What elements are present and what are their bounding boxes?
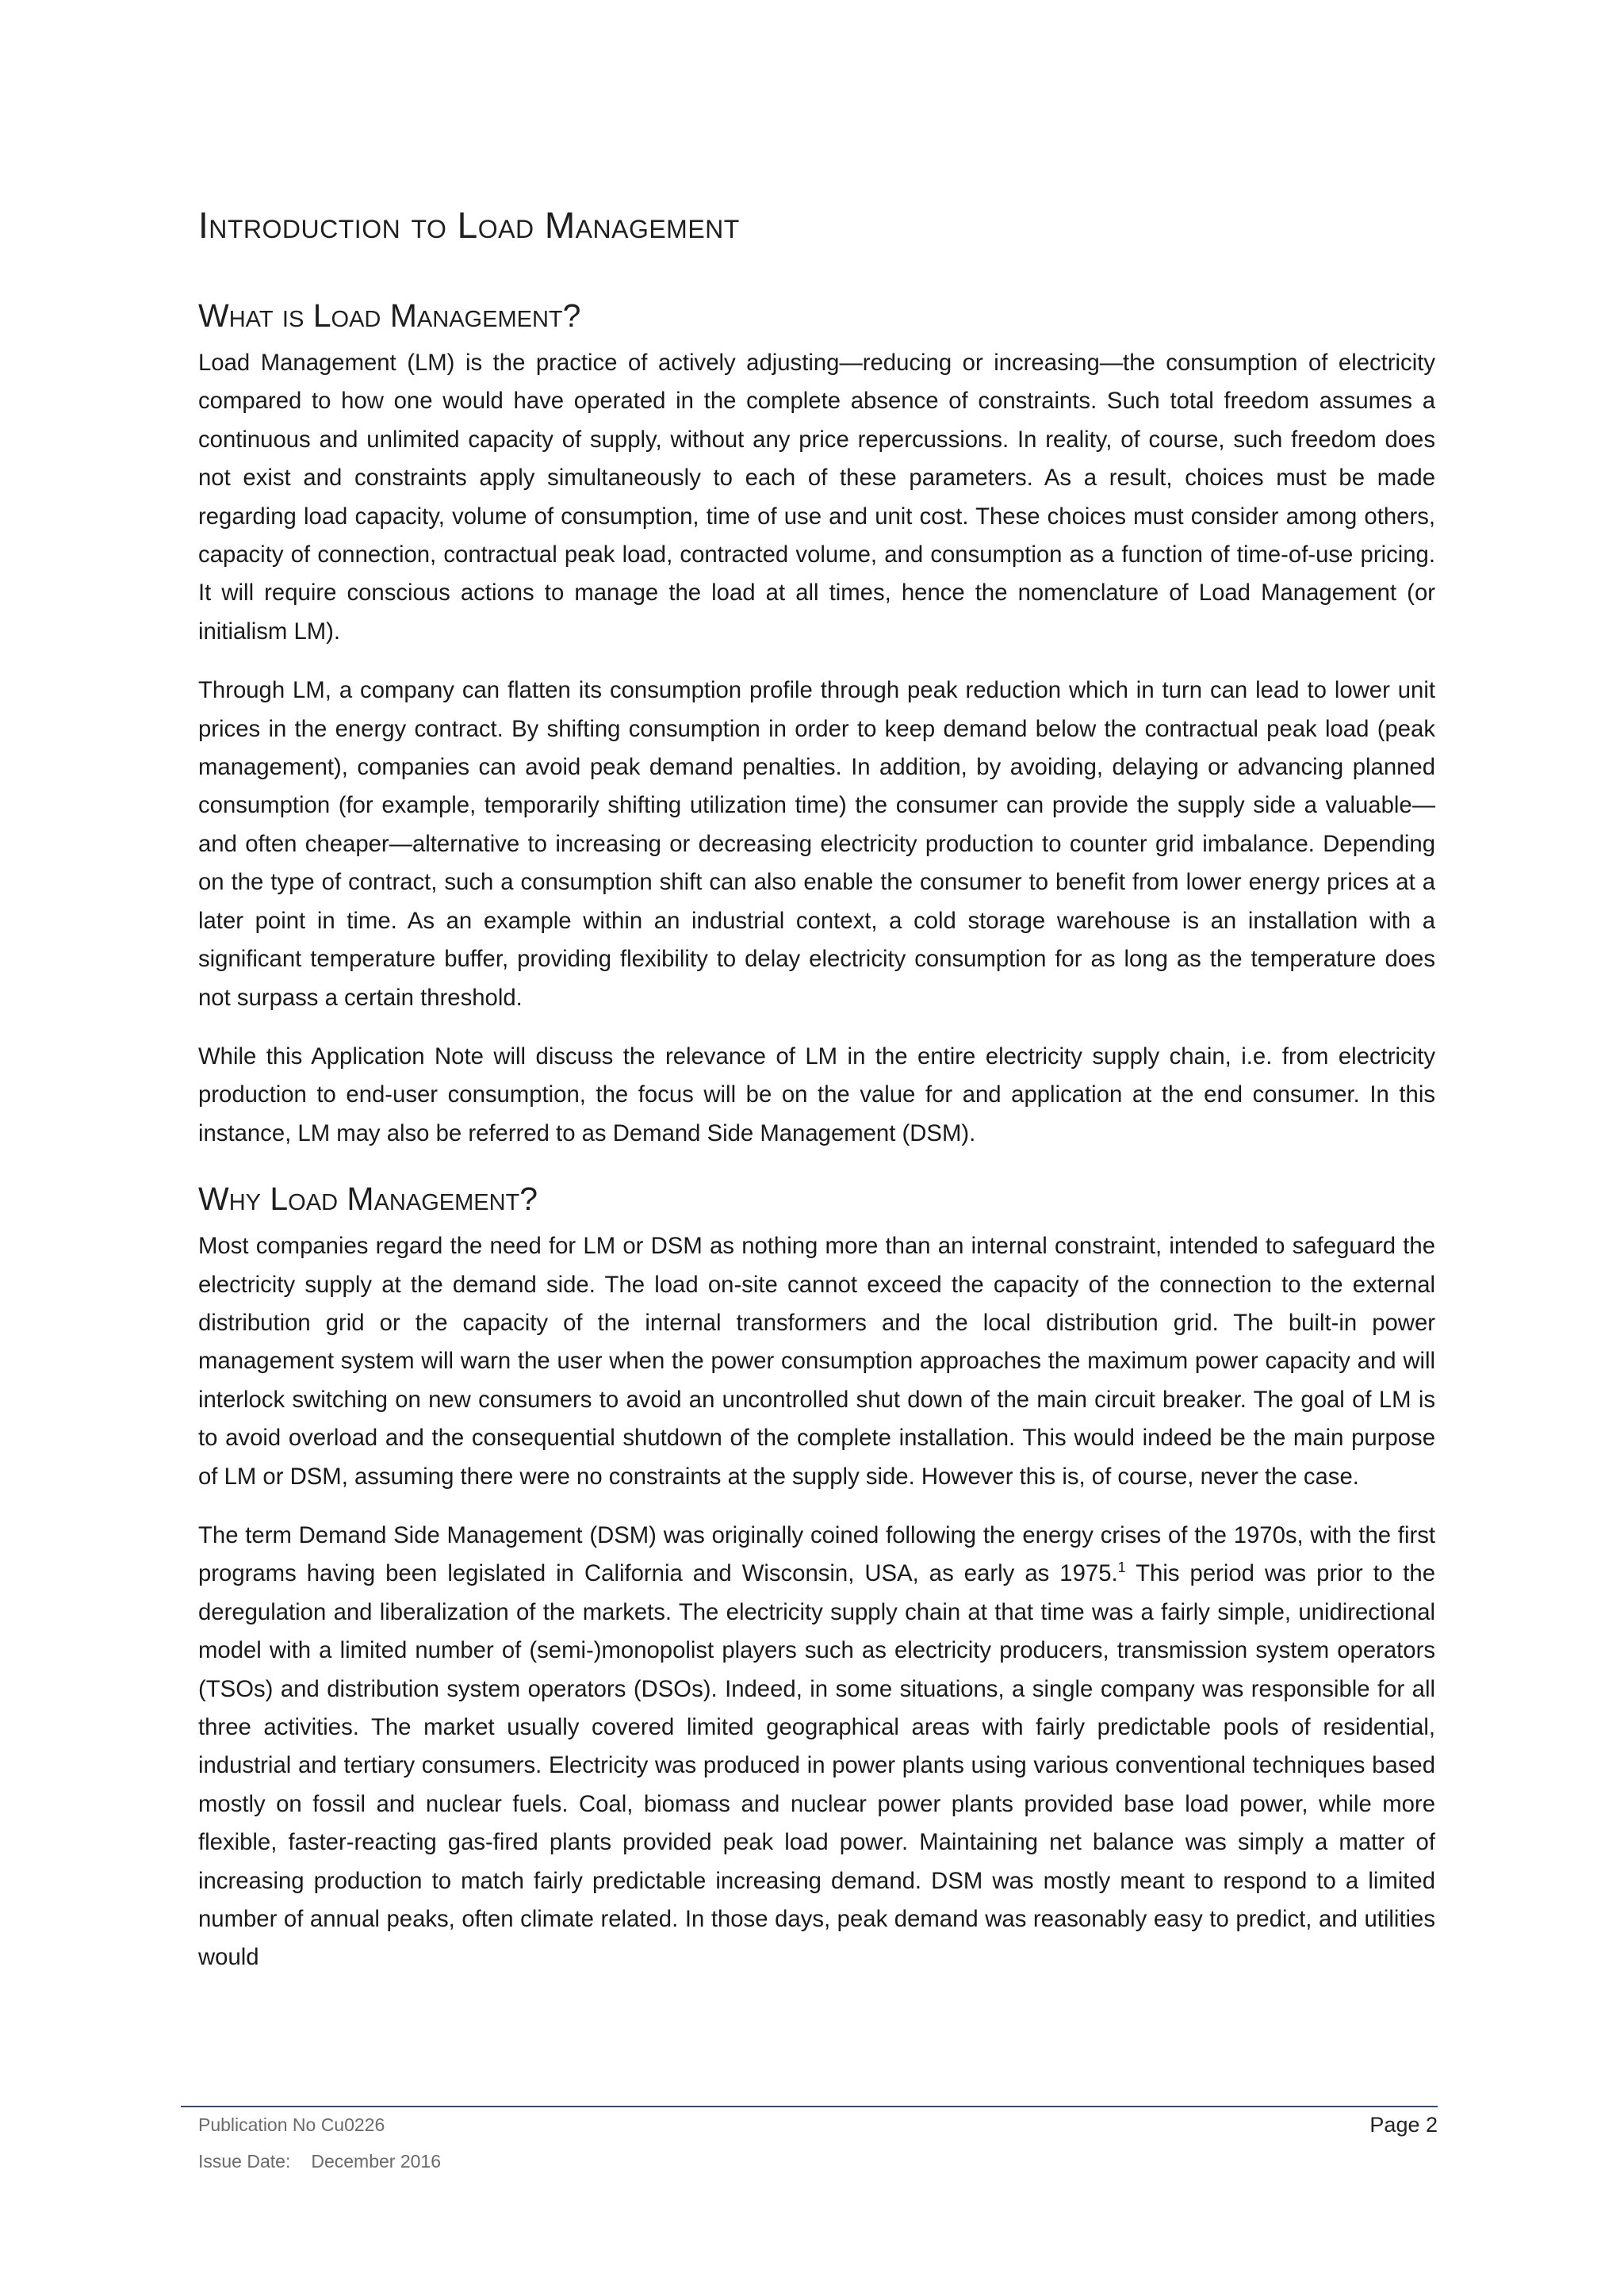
issue-date-value: December 2016 bbox=[311, 2151, 441, 2172]
paragraph-text: This period was prior to the deregulation and liberalization of the markets. The electricity supply chain at that time was a fairly simple, unidirectional model with a limited number of (semi-)monopolist players such as electricity producers, transmission system operators (TSOs) and distribution system operators (DSOs). Indeed, in some situations, a single company was responsible for all three activities. The market usually covered limited geographical areas with fairly predictable pools of residential, industrial and tertiary consumers. Electricity was produced in power plants using various conventional techniques based mostly on fossil and nuclear fuels. Coal, biomass and nuclear power plants provided base load power, while more flexible, faster-reacting gas-fired plants provided peak load power. Maintaining net balance was simply a matter of increasing production to match fairly predictable increasing demand. DSM was mostly meant to respond to a limited number of annual peaks, often climate related. In those days, peak demand was reasonably easy to predict, and utilities would bbox=[198, 1560, 1435, 1971]
page-number: Page 2 bbox=[1369, 2113, 1438, 2137]
chapter-title: Introduction to Load Management bbox=[198, 205, 740, 246]
publication-number: Publication No Cu0226 bbox=[198, 2114, 385, 2135]
issue-date-line bbox=[198, 2151, 441, 2172]
paragraph-with-footnote bbox=[198, 1517, 1435, 1977]
paragraph: Through LM, a company can flatten its consumption profile through peak reduction which in turn can lead to lower unit prices in the energy contract. By shifting consumption in order to keep demand below the contractual peak load (peak management), companies can avoid peak demand penalties. In addition, by avoiding, delaying or advancing planned consumption (for example, temporarily shifting utilization time) the consumer can provide the supply side a valuable—and often cheaper—alternative to increasing or decreasing electricity production to counter grid imbalance. Depending on the type of contract, such a consumption shift can also enable the consumer to benefit from lower energy prices at a later point in time. As an example within an industrial context, a cold storage warehouse is an installation with a significant temperature buffer, providing flexibility to delay electricity consumption for as long as the temperature does not surpass a certain threshold. bbox=[198, 677, 1435, 1011]
issue-date-label: Issue Date: bbox=[198, 2151, 291, 2172]
footnote-marker[interactable]: 1 bbox=[1117, 1559, 1126, 1576]
paragraph-text: The term Demand Side Management (DSM) was originally coined following the energy crises of the 1970s, with the first programs having been legislated in California and Wisconsin, USA, as early as 1975. bbox=[198, 1521, 1435, 1587]
section-heading-why-lm: Why Load Management? bbox=[198, 1181, 538, 1218]
page-content bbox=[198, 200, 1435, 1998]
paragraph: While this Application Note will discuss the relevance of LM in the entire electricity supply chain, i.e. from electricity production to end-user consumption, the focus will be on the value for and application at the end consumer. In this instance, LM may also be referred to as Demand Side Management (DSM). bbox=[198, 1043, 1435, 1146]
footer-divider bbox=[181, 2106, 1438, 2107]
paragraph: Most companies regard the need for LM or DSM as nothing more than an internal constraint, intended to safeguard the electricity supply at the demand side. The load on-site cannot exceed the capacity of the connection to the external distribution grid or the capacity of the internal transformers and the local distribution grid. The built-in power management system will warn the user when the power consumption approaches the maximum power capacity and will interlock switching on new consumers to avoid an uncontrolled shut down of the main circuit breaker. The goal of LM is to avoid overload and the consequential shutdown of the complete installation. This would indeed be the main purpose of LM or DSM, assuming there were no constraints at the supply side. However this is, of course, never the case. bbox=[198, 1233, 1435, 1490]
paragraph: Load Management (LM) is the practice of actively adjusting—reducing or increasing—the consumption of electricity compared to how one would have operated in the complete absence of constraints. Such total freedom assumes a continuous and unlimited capacity of supply, without any price repercussions. In reality, of course, such freedom does not exist and constraints apply simultaneously to each of these parameters. As a result, choices must be made regarding load capacity, volume of consumption, time of use and unit cost. These choices must consider among others, capacity of connection, contractual peak load, contracted volume, and consumption as a function of time-of-use pricing. It will require conscious actions to manage the load at all times, hence the nomenclature of Load Management (or initialism LM). bbox=[198, 350, 1435, 645]
section-heading-what-is-lm: What is Load Management? bbox=[198, 297, 581, 334]
